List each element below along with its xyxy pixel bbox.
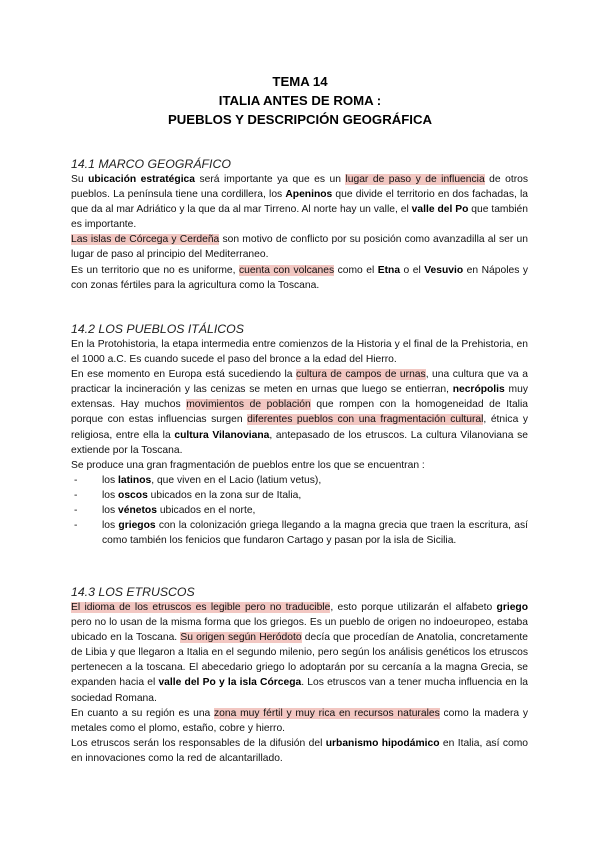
paragraph: Las islas de Córcega y Cerdeña son motivo de conflicto por su posición como avanzadilla al ser un lugar de paso al principio del Mediterraneo. (71, 234, 528, 261)
section-heading: 14.2 LOS PUEBLOS ITÁLICOS (71, 322, 244, 336)
paragraph: En ese momento en Europa está sucediendo la cultura de campos de urnas, una cultura que va a practicar la incineración y las cenizas se meten en urnas que luego se entierran, necrópolis muy extensas. Hay muchos movimientos de población que rompen con la homogeneidad de Italia porque con estas influencias surgen diferentes pueblos con una fragmentación cultural, étnica y religiosa, entre ella la cultura Vilanoviana, antepasado de los etruscos. La cultura Vilanoviana se extiende por la Toscana. (71, 369, 529, 456)
highlight: movimientos de población (186, 399, 311, 411)
highlight: lugar de paso y de influencia (345, 174, 485, 185)
list-item: - los vénetos ubicados en el norte, (71, 503, 528, 518)
list-item: - los griegos con la colonización griega llegando a la magna grecia que traen la escritura, así como también los fenicios que fundaron Cartago y pasan por la isla de Sicilia. (71, 518, 528, 548)
bold-term: Etna (377, 264, 401, 276)
highlight: zona muy fértil y muy rica en recursos naturales (214, 707, 440, 719)
bold-term: ubicación estratégica (88, 174, 196, 185)
paragraph: Se produce una gran fragmentación de pueblos entre los que se encuentran : (71, 459, 425, 471)
section-etruscos (71, 584, 528, 766)
bold-term: urbanismo hipodámico (325, 737, 440, 749)
section-geografico (71, 156, 528, 293)
highlight: Las islas de Córcega y Cerdeña (71, 234, 220, 246)
highlight: Su origen según Heródoto (180, 632, 302, 644)
doc-title-line-2: ITALIA ANTES DE ROMA : (218, 93, 382, 108)
section-pueblos-italicos (71, 321, 528, 548)
section-heading: 14.1 MARCO GEOGRÁFICO (71, 157, 231, 171)
paragraph: Los etruscos serán los responsables de la difusión del urbanismo hipodámico en Italia, así como en innovaciones como la red de alcantarillado. (71, 737, 528, 764)
list-item: - los latinos, que viven en el Lacio (latium vetus), (71, 473, 528, 488)
paragraph: Su ubicación estratégica será importante ya que es un lugar de paso y de influencia de otros pueblos. La península tiene una cordillera, los Apeninos que divide el territorio en dos fachadas, la que da al mar Adriático y la que da al mar Tirreno. Al norte hay un valle, el valle del Po que también es importante. (71, 174, 528, 231)
bold-term: griego (496, 602, 528, 613)
bold-term: necrópolis (452, 384, 505, 396)
bold-term: Apeninos (285, 189, 333, 201)
section-heading: 14.3 LOS ETRUSCOS (71, 585, 195, 599)
paragraph: Es un territorio que no es uniforme, cuenta con volcanes como el Etna o el Vesuvio en Nápoles y con zonas fértiles para la agricultura como la Toscana. (71, 264, 528, 291)
highlight: cultura de campos de urnas (296, 369, 426, 381)
bold-term: Vesuvio (424, 264, 464, 276)
doc-title-line-3: PUEBLOS Y DESCRIPCIÓN GEOGRÁFICA (167, 112, 433, 127)
bold-term: valle del Po (411, 204, 469, 216)
bold-term: cultura Vilanoviana (174, 429, 270, 441)
highlight: El idioma de los etruscos es legible pero no traducible (71, 602, 331, 613)
list-item: - los oscos ubicados en la zona sur de Italia, (71, 488, 528, 503)
highlight: diferentes pueblos con una fragmentación cultural (247, 414, 484, 426)
paragraph: En cuanto a su región es una zona muy fértil y muy rica en recursos naturales como la madera y metales como el plomo, estaño, cobre y hierro. (71, 707, 528, 734)
paragraph: En la Protohistoria, la etapa intermedia entre comienzos de la Historia y el final de la Prehistoria, en el 1000 a.C. Es cuando sucede el paso del bronce a la edad del Hierro. (71, 339, 528, 366)
doc-title-line-1: TEMA 14 (272, 74, 328, 89)
paragraph: El idioma de los etruscos es legible pero no traducible, esto porque utilizarán el alfabeto griego pero no lo usan de la misma forma que los griegos. Es un pueblo de origen no indoeuropeo, estaba ubicado en la Toscana. Su origen según Heródoto decía que procedían de Anatolia, concretamente de Libia y que llegaron a Italia en el segundo milenio, pero según los análisis genéticos los etruscos pertenecen a la toscana. El abecedario griego lo adoptarán por su cercanía a la magna Grecia, se expanden hacia el valle del Po y la isla Córcega. Los etruscos van a tener mucha influencia en la sociedad Romana. (71, 602, 529, 704)
highlight: cuenta con volcanes (239, 264, 335, 276)
bold-term: valle del Po y la isla Córcega (158, 677, 302, 689)
peoples-list (71, 473, 528, 548)
